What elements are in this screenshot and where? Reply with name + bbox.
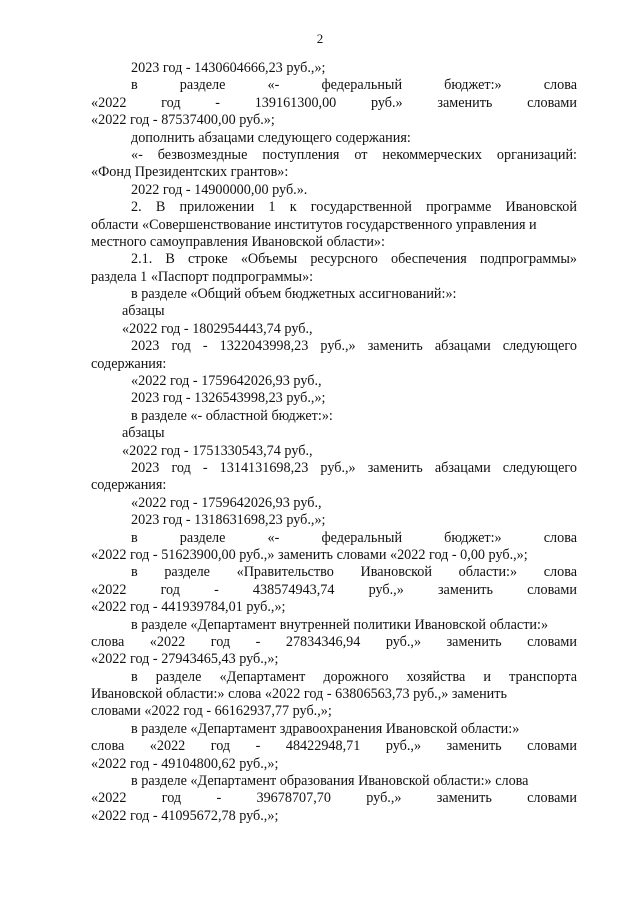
text-line: «- безвозмездные поступления от некоммерческих организаций: xyxy=(131,146,577,163)
text-line: в разделе «Департамент образования Ивановской области:» слова xyxy=(131,773,529,790)
text-line: в разделе «Правительство Ивановской области:» слова xyxy=(131,564,577,581)
text-line: области «Совершенствование институтов государственного управления и xyxy=(91,216,537,233)
text-line: «2022 год - 39678707,70 руб.,» заменить словами xyxy=(91,790,577,807)
text-line: «2022 год - 49104800,62 руб.,»; xyxy=(91,755,279,772)
text-line: «2022 год - 1759642026,93 руб., xyxy=(131,494,322,511)
text-line: в разделе «Департамент дорожного хозяйства и транспорта xyxy=(131,668,577,685)
text-line: в разделе «- федеральный бюджет:» слова xyxy=(131,77,577,94)
text-line: раздела 1 «Паспорт подпрограммы»: xyxy=(91,268,314,285)
text-line: 2023 год - 1314131698,23 руб.,» заменить абзацами следующего xyxy=(131,459,577,476)
text-line: «2022 год - 438574943,74 руб.,» заменить словами xyxy=(91,581,577,598)
document-body xyxy=(91,60,577,825)
text-line: абзацы xyxy=(122,303,165,320)
text-line: слова «2022 год - 27834346,94 руб.,» заменить словами xyxy=(91,633,577,650)
text-line: в разделе «- федеральный бюджет:» слова xyxy=(131,529,577,546)
text-line: в разделе «Департамент здравоохранения Ивановской области:» xyxy=(131,720,520,737)
text-line: «2022 год - 1802954443,74 руб., xyxy=(122,320,313,337)
text-line: «2022 год - 27943465,43 руб.,»; xyxy=(91,651,279,668)
text-line: 2. В приложении 1 к государственной программе Ивановской xyxy=(131,199,577,216)
text-line: содержания: xyxy=(91,477,167,494)
text-line: «Фонд Президентских грантов»: xyxy=(91,164,289,181)
text-line: «2022 год - 441939784,01 руб.,»; xyxy=(91,599,286,616)
text-line: в разделе «Общий объем бюджетных ассигнований:»: xyxy=(131,286,457,303)
text-line: в разделе «- областной бюджет:»: xyxy=(131,407,333,424)
text-line: «2022 год - 87537400,00 руб.»; xyxy=(91,112,275,129)
text-line: дополнить абзацами следующего содержания: xyxy=(131,129,411,146)
text-line: 2023 год - 1322043998,23 руб.,» заменить абзацами следующего xyxy=(131,338,577,355)
text-line: 2023 год - 1326543998,23 руб.,»; xyxy=(131,390,326,407)
text-line: местного самоуправления Ивановской области»: xyxy=(91,233,385,250)
text-line: «2022 год - 139161300,00 руб.» заменить словами xyxy=(91,94,577,111)
text-line: словами «2022 год - 66162937,77 руб.,»; xyxy=(91,703,332,720)
text-line: содержания: xyxy=(91,355,167,372)
page-number: 2 xyxy=(316,31,324,46)
text-line: 2023 год - 1318631698,23 руб.,»; xyxy=(131,512,326,529)
text-line: 2022 год - 14900000,00 руб.». xyxy=(131,181,308,198)
text-line: «2022 год - 41095672,78 руб.,»; xyxy=(91,807,279,824)
text-line: Ивановской области:» слова «2022 год - 63806563,73 руб.,» заменить xyxy=(91,686,507,703)
text-line: слова «2022 год - 48422948,71 руб.,» заменить словами xyxy=(91,738,577,755)
text-line: «2022 год - 1751330543,74 руб., xyxy=(122,442,313,459)
text-line: «2022 год - 51623900,00 руб.,» заменить словами «2022 год - 0,00 руб.,»; xyxy=(91,546,528,563)
text-line: 2023 год - 1430604666,23 руб.,»; xyxy=(131,60,326,76)
text-line: 2.1. В строке «Объемы ресурсного обеспечения подпрограммы» xyxy=(131,251,577,268)
text-line: абзацы xyxy=(122,425,165,442)
text-line: в разделе «Департамент внутренней политики Ивановской области:» xyxy=(131,616,549,633)
text-line: «2022 год - 1759642026,93 руб., xyxy=(131,373,322,390)
